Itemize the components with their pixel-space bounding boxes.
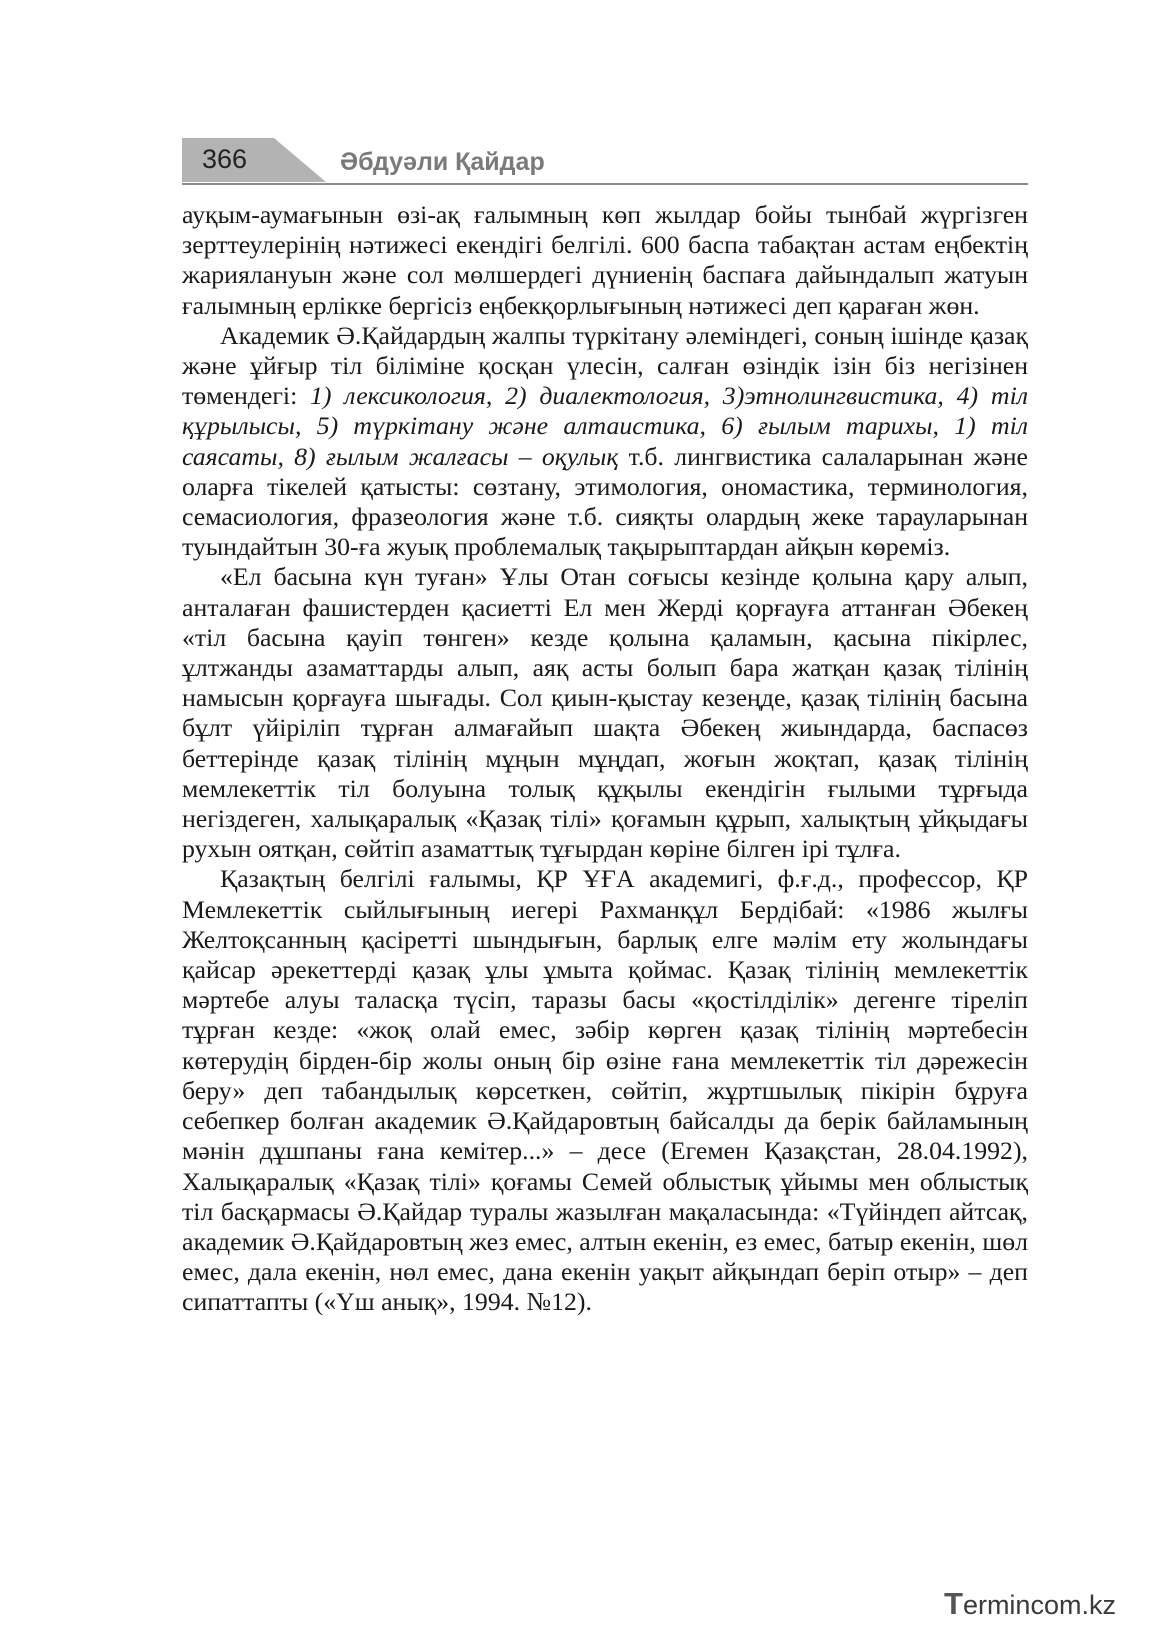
watermark-t-glyph: T	[944, 1586, 963, 1621]
watermark-text: ermincom.kz	[962, 1590, 1116, 1620]
page-number: 366	[202, 144, 248, 174]
paragraph-2	[182, 321, 1028, 563]
page-number-tab	[182, 138, 274, 182]
paragraph-2-start: Академик Ә.Қайдардың жалпы түркітану әлеміндегі, соның ішінде қазақ және ұйғыр тіл біліміне қосқан үлесін, салған өзіндік ізін біз негізінен төмендегі:	[182, 320, 1028, 411]
watermark-logo	[944, 1586, 1116, 1622]
paragraph-1: ауқым-аумағынын өзі-ақ ғалымның көп жылдар бойы тынбай жүргізген зерттеулерінің нәтижесі екендігі белгілі. 600 баспа табақтан астам еңбектің жариялануын және сол мөлшердегі дүниенің баспаға дайындалып жатуын ғалымның ерлікке бергісіз еңбекқорлығының нәтижесі деп қараған жөн.	[182, 200, 1028, 320]
paragraph-3: «Ел басына күн туған» Ұлы Отан соғысы кезінде қолына қару алып, анталаған фашистерден қасиетті Ел мен Жерді қорғауға аттанған Әбекең «тіл басына қауіп төнген» кезде қолына қаламын, қасына пікірлес, ұлтжанды азаматтарды алып, аяқ асты болып бара жатқан қазақ тілінің намысын қорғауға шығады. Сол қиын-қыстау кезеңде, қазақ тілінің басына бұлт үйіріліп тұрған алмағайып шақта Әбекең жиындарда, баспасөз беттерінде қазақ тілінің мұңын мұңдап, жоғын жоқтап, қазақ тілінің мемлекеттік тіл болуына толық құқылы екендігін ғылыми тұрғыда негіздеген, халықаралық «Қазақ тілі» қоғамын құрып, халықтың ұйқыдағы рухын оятқан, сөйтіп азаматтық тұғырдан көріне білген ірі тұлға.	[182, 562, 1028, 864]
paragraph-2-end: т.б. лингвистика салаларынан және оларға тікелей қатысты: сөзтану, этимология, ономастика, терминология, семасиология, фразеология және т.б. сияқты олардың жеке тарауларынан туындайтын 30-ға жуық проблемалық тақырыптардан айқын көреміз.	[182, 441, 1028, 562]
tab-wedge	[274, 138, 326, 182]
running-header	[182, 138, 1028, 186]
header-rule	[182, 183, 1028, 185]
paragraph-4: Қазақтың белгілі ғалымы, ҚР ҰҒА академигі, ф.ғ.д., профессор, ҚР Мемлекеттік сыйлығының иегері Рахманқұл Бердібай: «1986 жылғы Желтоқсанның қасіретті шындығын, барлық елге мәлім ету жолындағы қайсар әрекеттерді қазақ ұлы ұмыта қоймас. Қазақ тілінің мемлекеттік мәртебе алуы таласқа түсіп, таразы басы «қостілділік» дегенге тіреліп тұрған кезде: «жоқ олай емес, зәбір көрген қазақ тілінің мәртебесін көтерудің бірден-бір жолы оның бір өзіне ғана мемлекеттік тіл дәрежесін беру» деп табандылық көрсеткен, сөйтіп, жұртшылық пікірін бұруға себепкер болған академик Ә.Қайдаровтың байсалды да берік байламының мәнін дұшпаны ғана кемітер...» – десе (Егемен Қазақстан, 28.04.1992), Халықаралық «Қазақ тілі» қоғамы Семей облыстық ұйымы мен облыстық тіл басқармасы Ә.Қайдар туралы жазылған мақаласында: «Түйіндеп айтсақ, академик Ә.Қайдаровтың жез емес, алтын екенін, ез емес, батыр екенін, шөл емес, дала екенін, нөл емес, дана екенін уақыт айқындап беріп отыр» – деп сипаттапты («Үш анық», 1994. №12).	[182, 864, 1028, 1317]
paragraph-2-italic-list: 1) лексикология, 2) диалектология, 3)этнолингвистика, 4) тіл құрылысы, 5) түркітану және алтаистика, 6) ғылым тарихы, 1) тіл саясаты, 8) ғылым жалғасы – оқулық	[182, 381, 1028, 471]
running-title: Әбдуәли Қайдар	[340, 148, 545, 176]
body-text	[182, 200, 1028, 1318]
